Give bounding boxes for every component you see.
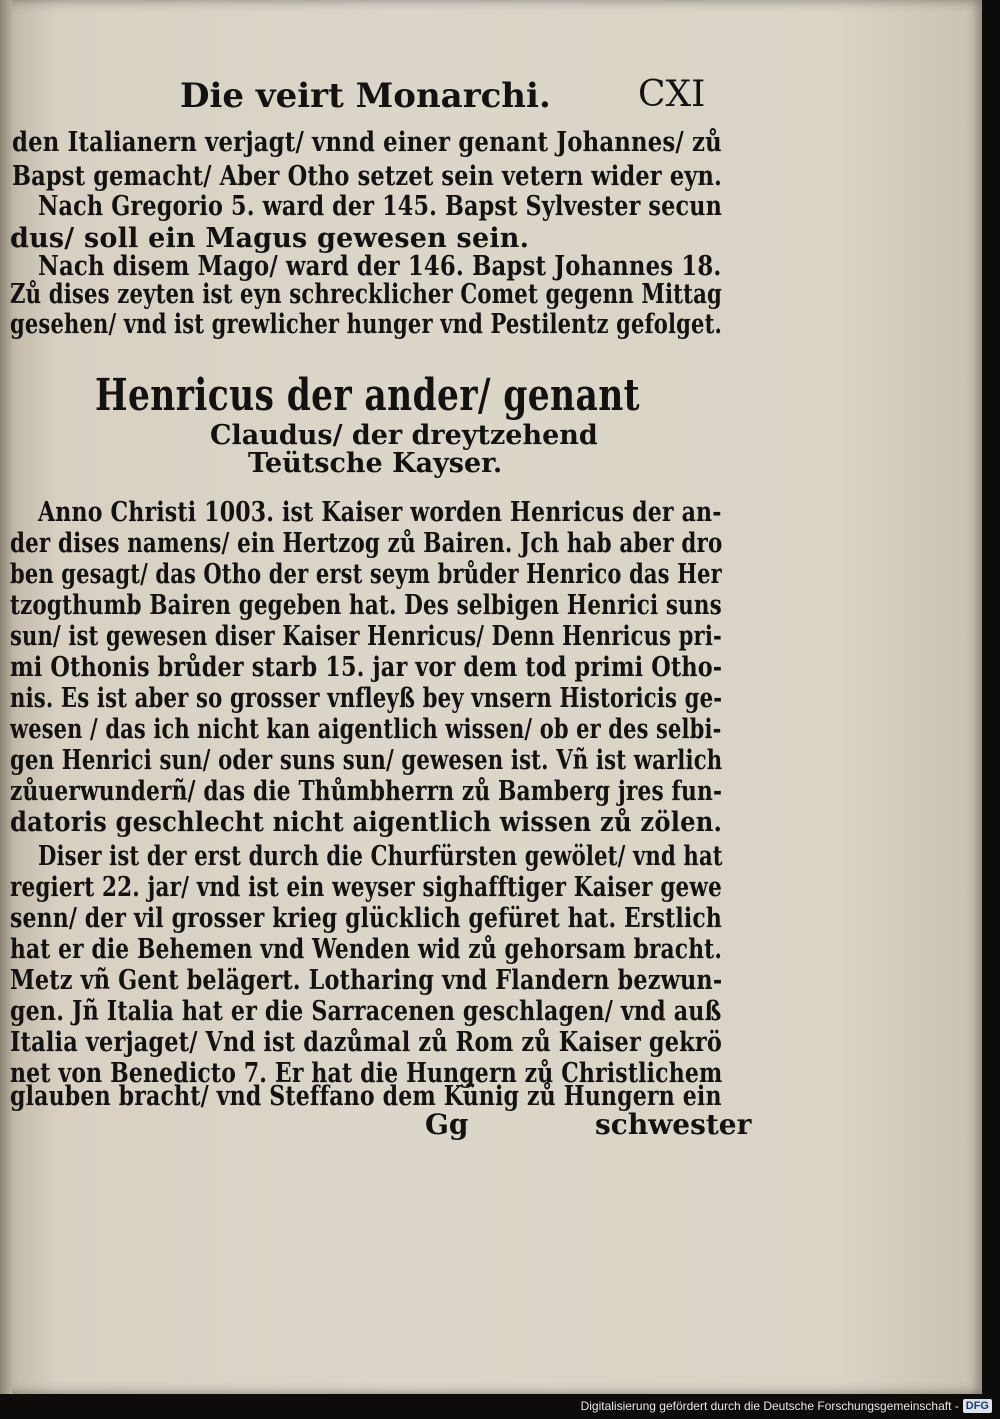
dfg-logo: DFG	[963, 1399, 992, 1413]
text-line: nis. Es ist aber so grosser vnfleyß bey vnsern Historicis ge-	[10, 683, 723, 714]
text-line: wesen / das ich nicht kan aigentlich wissen/ ob er des selbi-	[10, 714, 722, 745]
text-line: senn/ der vil grosser krieg glücklich gefüret hat. Erstlich	[10, 903, 723, 934]
text-line: dus/ soll ein Magus gewesen sein.	[10, 223, 530, 254]
signature-mark: Gg	[425, 1108, 469, 1141]
text-line: gen. Jñ Italia hat er die Sarracenen geschlagen/ vnd auß	[10, 996, 722, 1027]
chapter-subheading: Teütsche Kayser.	[248, 448, 503, 479]
text-line: Nach Gregorio 5. ward der 145. Bapst Sylvester secun	[38, 191, 723, 222]
running-title: Die veirt Monarchi.	[180, 76, 551, 116]
text-line: Diser ist der erst durch die Churfürsten gewölet/ vnd hat	[38, 841, 723, 872]
text-line: tzogthumb Bairen gegeben hat. Des selbigen Henrici suns	[10, 590, 722, 621]
chapter-subheading: Claudus/ der dreytzehend	[210, 420, 598, 451]
folio-number: CXI	[638, 74, 706, 115]
text-line: regiert 22. jar/ vnd ist ein weyser sighafftiger Kaiser gewe	[10, 872, 722, 903]
credit-text: Digitalisierung gefördert durch die Deutsche Forschungsgemeinschaft -	[580, 1399, 959, 1413]
text-line: den Italianern verjagt/ vnnd einer genant Johannes/ zů	[12, 127, 722, 158]
chapter-heading: Henricus der ander/ genant	[95, 370, 640, 421]
digitization-credit	[581, 1396, 992, 1416]
text-line: Nach disem Mago/ ward der 146. Bapst Johannes 18.	[38, 251, 722, 282]
text-line: Italia verjaget/ Vnd ist dazůmal zů Rom zů Kaiser gekrö	[10, 1027, 722, 1058]
text-line: Anno Christi 1003. ist Kaiser worden Henricus der an-	[38, 497, 722, 528]
text-line: hat er die Behemen vnd Wenden wid zů gehorsam bracht.	[10, 934, 723, 965]
text-line: gesehen/ vnd ist grewlicher hunger vnd Pestilentz gefolget.	[10, 309, 722, 340]
catchword: schwester	[595, 1108, 752, 1141]
text-line: Zů dises zeyten ist eyn schrecklicher Comet gegenn Mittag	[10, 279, 722, 310]
text-line: glauben bracht/ vnd Steffano dem Künig zů Hungern ein	[10, 1081, 722, 1112]
text-line: mi Othonis brůder starb 15. jar vor dem tod primi Otho-	[10, 652, 723, 683]
text-line: zůuerwunderñ/ das die Thůmbherrn zů Bamberg jres fun-	[10, 776, 723, 807]
text-line: datoris geschlecht nicht aigentlich wissen zů zölen.	[10, 807, 723, 838]
text-line: ben gesagt/ das Otho der erst seym brůder Henrico das Her	[10, 559, 722, 590]
text-line: Metz vñ Gent belägert. Lotharing vnd Flandern bezwun-	[10, 965, 723, 996]
text-line: der dises namens/ ein Hertzog zů Bairen. Jch hab aber dro	[10, 528, 723, 559]
text-line: sun/ ist gewesen diser Kaiser Henricus/ Denn Henricus pri-	[10, 621, 722, 652]
text-line: Bapst gemacht/ Aber Otho setzet sein vetern wider eyn.	[12, 161, 723, 192]
text-line: net von Benedicto 7. Er hat die Hungern zů Christlichem	[10, 1058, 723, 1089]
text-line: gen Henrici sun/ oder suns sun/ gewesen ist. Vñ ist warlich	[10, 745, 723, 776]
